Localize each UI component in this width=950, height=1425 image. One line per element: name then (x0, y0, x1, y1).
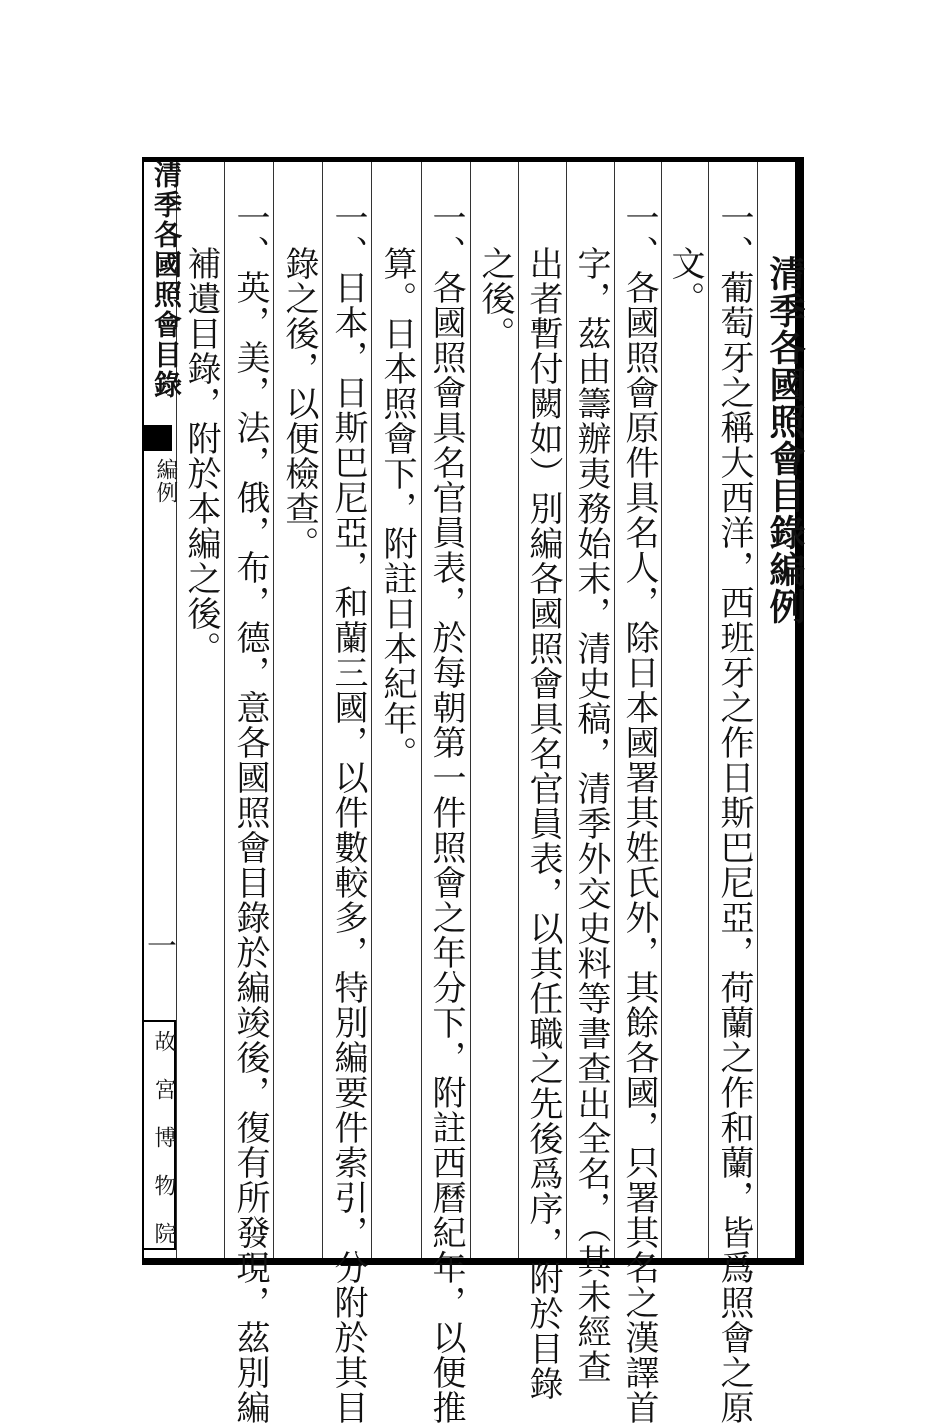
text-column: 一、各國照會原件具名人，除日本國署其姓氏外，其餘各國，只署其名之漢譯首 (619, 200, 659, 1425)
column-rule (614, 162, 615, 1258)
text-column: 出者暫付闕如）別編各國照會具名官員表，以其任職之先後爲序，附於目錄 (523, 246, 563, 1401)
spine-section: 編例 (153, 458, 178, 504)
column-rule (273, 162, 274, 1258)
column-rule (224, 162, 225, 1258)
column-rule (518, 162, 519, 1258)
spine-book-title: 清季各國照會目錄 (150, 160, 183, 400)
text-column: 一、日本，日斯巴尼亞，和蘭三國，以件數較多，特別編要件索引，分附於其目 (328, 200, 368, 1425)
page-number: 一 (141, 930, 176, 961)
spine-marker (142, 425, 172, 451)
text-column: 一、各國照會具名官員表，於每朝第一件照會之年分下，附註西曆紀年，以便推 (426, 200, 466, 1425)
column-rule (708, 162, 709, 1258)
column-rule (470, 162, 471, 1258)
page-title: 清季各國照會目錄編例 (764, 255, 806, 625)
text-column: 之後。 (475, 246, 515, 351)
text-column: 錄之後，以便檢查。 (279, 246, 319, 561)
museum-label: 故宮博物院 (151, 1030, 176, 1270)
text-column: 補遺目錄，附於本編之後。 (181, 246, 221, 666)
text-column: 一、葡萄牙之稱大西洋，西班牙之作日斯巴尼亞，荷蘭之作和蘭，皆爲照會之原 (714, 200, 754, 1425)
column-rule (661, 162, 662, 1258)
column-rule (421, 162, 422, 1258)
column-rule (371, 162, 372, 1258)
text-column: 字，茲由籌辦夷務始末，清史稿，清季外交史料等書查出全名，（其未經查 (571, 246, 611, 1384)
column-rule (322, 162, 323, 1258)
text-column: 文。 (665, 246, 705, 316)
text-column: 算。日本照會下，附註日本紀年。 (377, 246, 417, 771)
column-rule (566, 162, 567, 1258)
column-rule (757, 162, 758, 1258)
text-column: 一、英，美，法，俄，布，德，意各國照會目錄於編竣後，復有所發現，茲別編 (230, 200, 270, 1425)
